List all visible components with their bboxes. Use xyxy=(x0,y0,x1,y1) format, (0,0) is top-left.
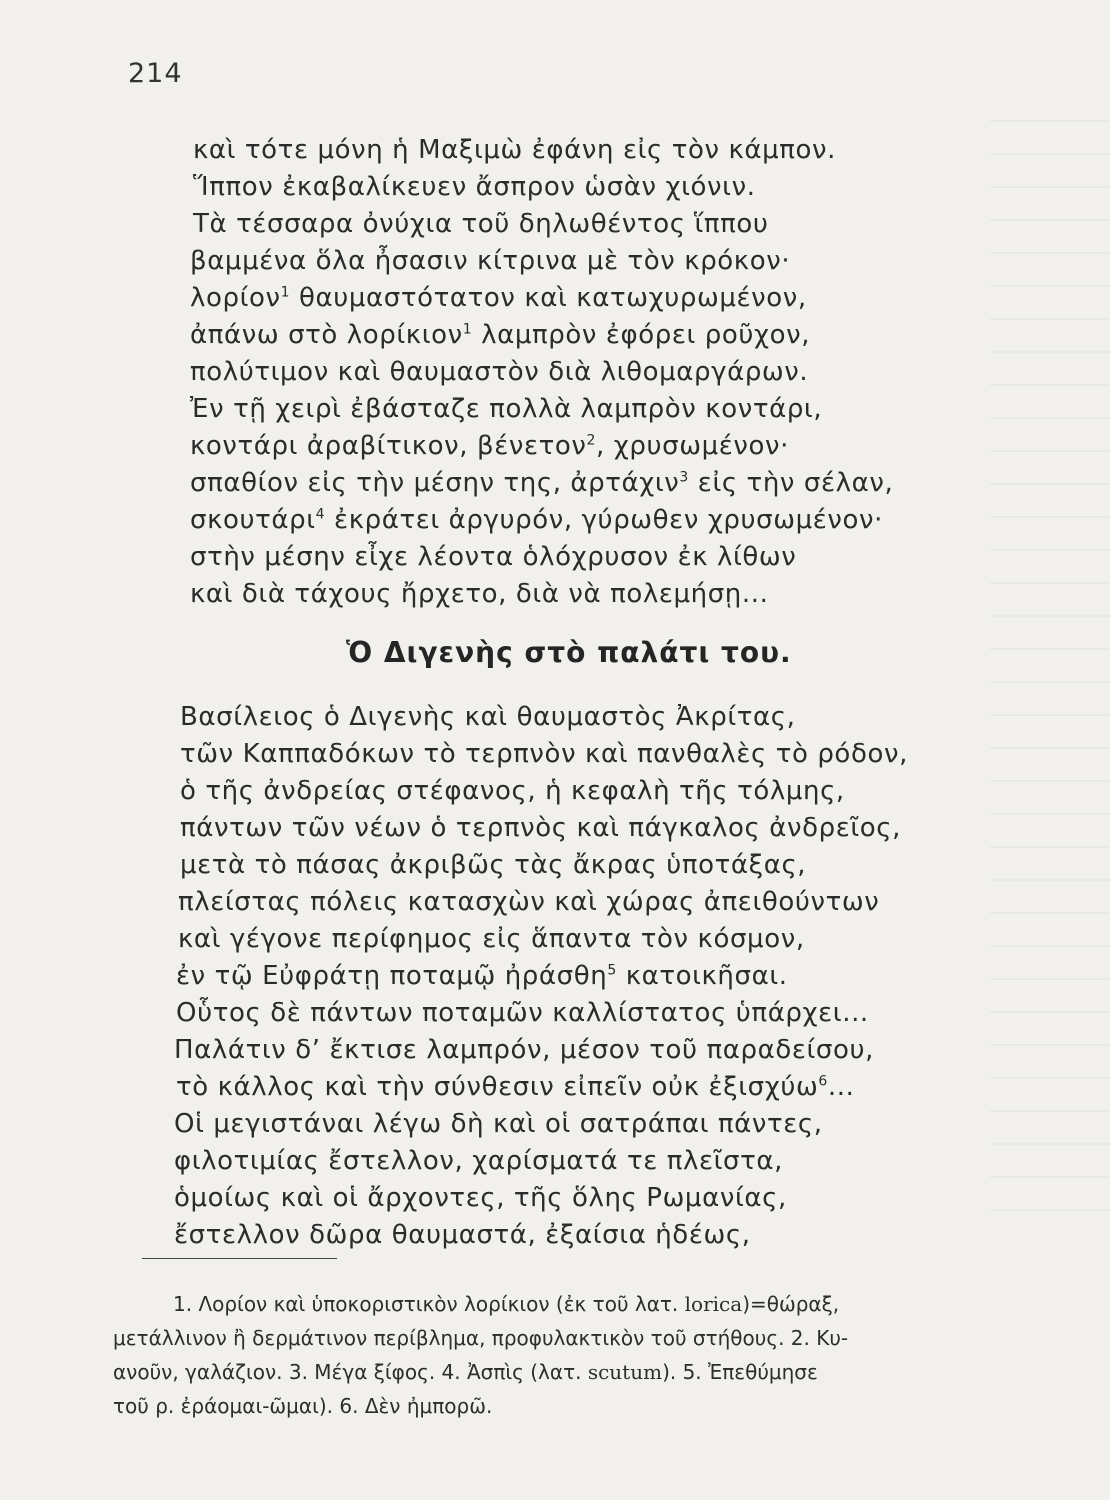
verse-line: ὁμοίως καὶ οἱ ἄρχοντες, τῆς ὅλης Ρωμανίας, xyxy=(174,1183,787,1213)
verse-line: βαμμένα ὅλα ἦσασιν κίτρινα μὲ τὸν κρόκον· xyxy=(190,246,791,276)
page-number: 214 xyxy=(128,58,183,89)
verse-line: καὶ τότε μόνη ἡ Μαξιμὼ ἐφάνη εἰς τὸν κάμπον. xyxy=(193,135,837,165)
verse-line: Ἐν τῇ χειρὶ ἐβάσταζε πολλὰ λαμπρὸν κοντάρι, xyxy=(190,394,823,424)
verse-line: ἐν τῷ Εὐφράτῃ ποταμῷ ἠράσθη$^5$ κατοικῆσαι. xyxy=(176,961,788,991)
verse-line: φιλοτιμίας ἔστελλον, χαρίσματά τε πλεῖστα, xyxy=(174,1146,783,1176)
footnote-line: μετάλλινον ἢ δερμάτινον περίβλημα, προφυλακτικὸν τοῦ στήθους. 2. Κυ- xyxy=(113,1326,849,1350)
verse-line: Ἵππον ἐκαβαλίκευεν ἄσπρον ὡσὰν χιόνιν. xyxy=(193,172,756,202)
verse-line: Οὗτος δὲ πάντων ποταμῶν καλλίστατος ὑπάρχει... xyxy=(176,998,869,1028)
verse-line: πολύτιμον καὶ θαυμαστὸν διὰ λιθομαργάρων. xyxy=(190,357,809,387)
verse-line: ὁ τῆς ἀνδρείας στέφανος, ἡ κεφαλὴ τῆς τόλμης, xyxy=(180,776,845,806)
footnote-ref: 4 xyxy=(315,506,326,523)
footnote-ref: 1 xyxy=(280,284,291,301)
bleed-through-shadow xyxy=(990,120,1110,1220)
verse-line: Βασίλειος ὁ Διγενὴς καὶ θαυμαστὸς Ἀκρίτας, xyxy=(180,702,796,732)
footnote-line: τοῦ ρ. ἐράομαι-ῶμαι). 6. Δὲν ἠμπορῶ. xyxy=(113,1394,493,1418)
footnote-ref: 2 xyxy=(586,432,597,449)
verse-line: σπαθίον εἰς τὴν μέσην της, ἀρτάχιν$^3$ εἰς τὴν σέλαν, xyxy=(190,468,894,498)
verse-line: κοντάρι ἀραβίτικον, βένετον$^2$, χρυσωμένον· xyxy=(190,431,790,461)
verse-line: Παλάτιν δ’ ἔκτισε λαμπρόν, μέσον τοῦ παραδείσου, xyxy=(174,1035,875,1065)
footnote-ref: 1 xyxy=(462,321,473,338)
verse-line: σκουτάρι$^4$ ἐκράτει ἀργυρόν, γύρωθεν χρυσωμένον· xyxy=(190,505,884,535)
footnote-line: 1. Λορίον καὶ ὑποκοριστικὸν λορίκιον (ἐκ τοῦ λατ. lorica)=θώραξ, xyxy=(173,1292,840,1316)
section-heading: Ὁ Διγενὴς στὸ παλάτι του. xyxy=(346,636,792,669)
footnote-rule xyxy=(142,1258,337,1259)
verse-line: ἔστελλον δῶρα θαυμαστά, ἐξαίσια ἡδέως, xyxy=(174,1220,751,1250)
verse-line: καὶ γέγονε περίφημος εἰς ἅπαντα τὸν κόσμον, xyxy=(178,924,805,954)
verse-line: στὴν μέσην εἶχε λέοντα ὁλόχρυσον ἐκ λίθων xyxy=(190,542,797,572)
footnote-ref: 5 xyxy=(607,962,617,979)
verse-line: πλείστας πόλεις κατασχὼν καὶ χώρας ἀπειθούντων xyxy=(178,887,880,917)
verse-line: Τὰ τέσσαρα ὀνύχια τοῦ δηλωθέντος ἵππου xyxy=(193,209,769,239)
verse-line: τὸ κάλλος καὶ τὴν σύνθεσιν εἰπεῖν οὐκ ἐξισχύω$^6$... xyxy=(176,1072,855,1102)
verse-line: πάντων τῶν νέων ὁ τερπνὸς καὶ πάγκαλος ἀνδρεῖος, xyxy=(180,813,902,843)
footnote-ref: 3 xyxy=(679,469,689,486)
footnote-line: ανοῦν, γαλάζιον. 3. Μέγα ξίφος. 4. Ἀσπὶς (λατ. scutum). 5. Ἐπεθύμησε xyxy=(113,1360,818,1384)
footnotes xyxy=(113,1287,997,1423)
verse-line: μετὰ τὸ πάσας ἀκριβῶς τὰς ἄκρας ὑποτάξας, xyxy=(180,850,807,880)
verse-line: ἀπάνω στὸ λορίκιον$^1$ λαμπρὸν ἐφόρει ροῦχον, xyxy=(190,320,811,350)
verse-line: τῶν Καππαδόκων τὸ τερπνὸν καὶ πανθαλὲς τὸ ρόδον, xyxy=(180,739,908,769)
footnote-ref: 6 xyxy=(818,1073,828,1090)
verse-line: λορίον$^1$ θαυμαστότατον καὶ κατωχυρωμένον, xyxy=(190,283,807,313)
verse-line: Οἱ μεγιστάναι λέγω δὴ καὶ οἱ σατράπαι πάντες, xyxy=(174,1109,823,1139)
verse-line: καὶ διὰ τάχους ἤρχετο, διὰ νὰ πολεμήσῃ... xyxy=(190,579,769,609)
